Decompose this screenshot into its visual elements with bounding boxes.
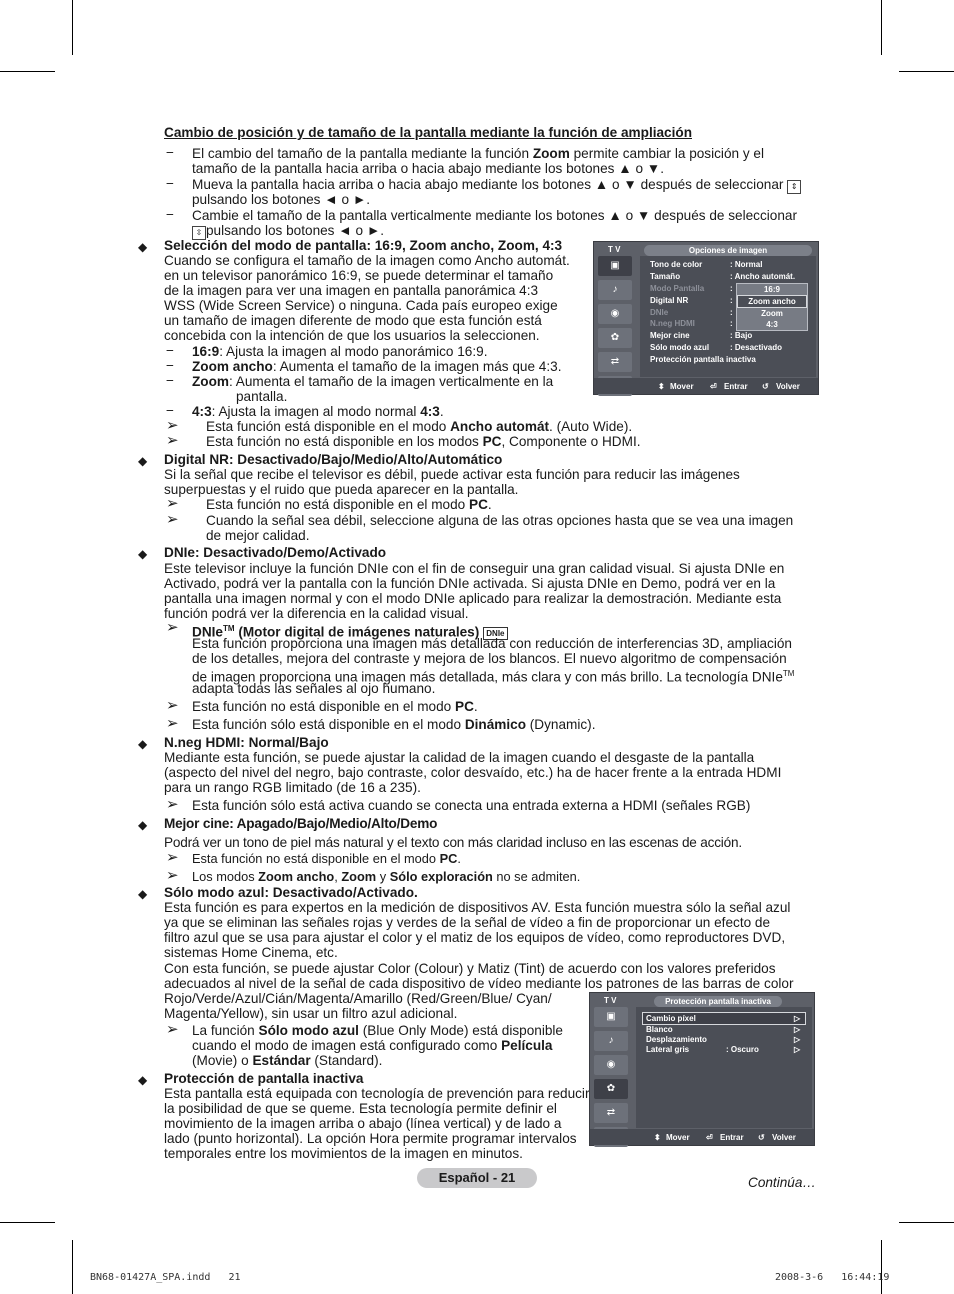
sec6-line: Con esta función, se puede ajustar Color (Colour) y Matiz (Tint) de acuerdo con los valores preferidos	[164, 961, 776, 976]
menu-row[interactable]: N.neg HDMI	[650, 319, 695, 328]
sec7-line: lado (punto horizontal). La opción Hora permite programar intervalos	[164, 1131, 577, 1146]
sec3-sub-head: DNIe™ (Motor digital de imágenes naturales) DNIe	[192, 621, 508, 640]
setup-icon[interactable]: ✿	[598, 328, 632, 348]
sec3-line: función podrá ver la diferencia en la calidad visual.	[164, 606, 469, 621]
sec1-line: en un televisor panorámico 16:9, se puede determinar el tamaño	[164, 268, 554, 283]
menu-row-value: : Ancho automát.	[730, 272, 796, 281]
footer-move: Mover	[670, 382, 694, 391]
crop-mark	[881, 0, 882, 55]
menu-header: Opciones de imagen	[644, 245, 812, 256]
note-arrow-icon: ➢	[166, 849, 179, 866]
popup-option[interactable]: 16:9	[763, 285, 780, 294]
sec1-line: concebida con la intención de que los usuarios la seleccionen.	[164, 328, 540, 343]
picture-icon[interactable]: ▣	[594, 1007, 628, 1027]
menu-row-value: : Oscuro	[726, 1045, 759, 1054]
sec6-line: Esta función es para expertos en la medición de dispositivos AV. Esta función muestra sólo la señal azul	[164, 900, 791, 915]
print-footer-file: BN68-01427A_SPA.indd 21	[90, 1272, 241, 1283]
return-icon: ↺	[758, 1133, 765, 1142]
menu-footer	[594, 378, 818, 394]
setup-icon[interactable]: ✿	[594, 1079, 628, 1099]
return-icon: ↺	[762, 382, 769, 391]
note-arrow-icon: ➢	[166, 511, 179, 528]
note-arrow-icon: ➢	[166, 417, 179, 434]
sound-icon[interactable]: ♪	[594, 1031, 628, 1051]
footer-return: Volver	[772, 1133, 796, 1142]
sec1-line: un tamaño de imagen diferente de modo que esta función está	[164, 313, 542, 328]
sec1-line: de la imagen para ver una imagen en pantalla panorámica 4:3	[164, 283, 539, 298]
tv-menu-screen-burn-protection	[589, 992, 815, 1146]
menu-row-value: :	[730, 319, 733, 328]
dash: −	[166, 373, 174, 388]
sec6-line: ya que se eliminan las señales rojas y verdes de la señal de vídeo a fin de proporcionar un efecto de	[164, 915, 771, 930]
tv-menu-picture-options	[593, 241, 819, 395]
dash: −	[166, 176, 174, 191]
diamond-bullet: ◆	[138, 547, 148, 561]
footer-return: Volver	[776, 382, 800, 391]
menu-row-arrow-icon: ▷	[794, 1014, 801, 1023]
crop-mark	[881, 1240, 882, 1294]
sec1-def: Zoom: Aumenta el tamaño de la imagen verticalmente en la	[192, 374, 554, 389]
sec6-line: adecuados al nivel de la señal de cada dispositivo de vídeo mediante los patrones de las barras de color	[164, 976, 794, 991]
menu-row[interactable]: Tamaño	[650, 272, 681, 281]
sec1-line: WSS (Wide Screen Service) o ninguna. Cada país europeo exige	[164, 298, 558, 313]
sec1-def: 16:9: Ajusta la imagen al modo panorámico 16:9.	[192, 344, 488, 359]
sec6-note: cuando el modo de imagen está configurado como Película	[192, 1038, 553, 1053]
menu-row-value: : Normal	[730, 260, 763, 269]
diamond-bullet: ◆	[138, 1073, 148, 1087]
menu-row-value: :	[730, 308, 733, 317]
sec6-line: filtro azul que se usa para ajustar el color y el matiz de los equipos de vídeo, como reproductores DVD,	[164, 930, 786, 945]
footer-enter: Entrar	[720, 1133, 744, 1142]
sec5-note: Los modos Zoom ancho, Zoom y Sólo exploración no se admiten.	[192, 869, 581, 884]
menu-row[interactable]: Mejor cine	[650, 331, 690, 340]
sec3-sub-line: de imagen proporciona una imagen más detallada, más clara y con más brillo. La tecnología DNIe™	[192, 669, 795, 685]
menu-row[interactable]: Cambio píxel	[646, 1014, 696, 1023]
sec7-head: Protección de pantalla inactiva	[164, 1071, 364, 1086]
note-arrow-icon: ➢	[166, 619, 179, 636]
crop-mark	[899, 1222, 954, 1223]
print-footer-date: 2008-3-6 16:44:19	[775, 1272, 890, 1283]
sec3-sub-line: de los detalles, mejora del contraste y mejora de los blancos. El nuevo algoritmo de compensación	[192, 651, 787, 666]
intro-line: pulsando los botones ◄ o ►.	[192, 192, 371, 207]
input-icon[interactable]: ⇄	[594, 1103, 628, 1123]
dash: −	[166, 358, 174, 373]
sec6-note: La función Sólo modo azul (Blue Only Mode) está disponible	[192, 1023, 563, 1038]
sec4-head: N.neg HDMI: Normal/Bajo	[164, 735, 329, 750]
sec3-sub-line: adapta todas las señales al ojo humano.	[192, 681, 436, 696]
diamond-bullet: ◆	[138, 818, 148, 832]
diamond-bullet: ◆	[138, 240, 148, 254]
screen-mode-popup	[736, 283, 808, 331]
sec6-line: Magenta/Yellow), sin usar un filtro azul adicional.	[164, 1006, 458, 1021]
sec3-head: DNIe: Desactivado/Demo/Activado	[164, 545, 387, 560]
enter-icon: ⏎	[706, 1133, 713, 1142]
note-arrow-icon: ➢	[166, 495, 179, 512]
intro-line: Cambie el tamaño de la pantalla verticalmente mediante los botones ▲ o ▼ después de seleccionar	[192, 208, 797, 223]
intro-line: tamaño de la pantalla hacia arriba o hacia abajo mediante los botones ▲ o ▼.	[192, 161, 665, 176]
sec2-line: superpuestas y el ruido que pueda aparecer en la pantalla.	[164, 482, 519, 497]
tv-label: T V	[608, 245, 621, 254]
channel-icon[interactable]: ◉	[594, 1055, 628, 1075]
sec4-line: Mediante esta función, se puede ajustar la calidad de la imagen cuando el desgaste de la pantalla	[164, 750, 755, 765]
sec6-line: Rojo/Verde/Azul/Cián/Magenta/Amarillo (Red/Green/Blue/ Cyan/	[164, 991, 552, 1006]
sec2-head: Digital NR: Desactivado/Bajo/Medio/Alto/Automático	[164, 452, 503, 467]
footer-enter: Entrar	[724, 382, 748, 391]
note-arrow-icon: ➢	[166, 867, 179, 884]
diamond-bullet: ◆	[138, 887, 148, 901]
sec7-line: temporales entre los movimientos de la imagen en minutos.	[164, 1146, 523, 1161]
sec3-line: pantalla una imagen normal y con el modo DNIe aplicado para realizar la demostración. Mediante esta	[164, 591, 782, 606]
sec2-line: Si la señal que recibe el televisor es débil, puede activar esta función para reducir las imágenes	[164, 467, 740, 482]
intro-line: ⇳ pulsando los botones ◄ o ►.	[192, 223, 384, 240]
sec3-line: Activado, podrá ver la pantalla con la función DNIe activada. Si ajusta DNIe en Demo, podrá ver en la	[164, 576, 776, 591]
dash: −	[166, 343, 174, 358]
sec5-head: Mejor cine: Apagado/Bajo/Medio/Alto/Demo	[164, 816, 438, 831]
move-icon: ⬍	[654, 1133, 661, 1142]
note-arrow-icon: ➢	[166, 432, 179, 449]
crop-mark	[899, 71, 954, 72]
menu-panel	[636, 1007, 812, 1128]
sec2-note: Esta función no está disponible en el modo PC.	[206, 497, 492, 512]
sec5-note: Esta función no está disponible en el modo PC.	[192, 851, 461, 866]
sec1-line: Cuando se configura el tamaño de la imagen como Ancho automát.	[164, 253, 570, 268]
zoom-size-icon: ⇳	[192, 226, 206, 240]
sec6-head: Sólo modo azul: Desactivado/Activado.	[164, 885, 418, 900]
note-arrow-icon: ➢	[166, 715, 179, 732]
dash: −	[166, 403, 174, 418]
intro-line: Mueva la pantalla hacia arriba o hacia abajo mediante los botones ▲ o ▼ después de seleccionar ⇕	[192, 177, 801, 194]
sec1-def: Zoom ancho: Aumenta el tamaño de la imagen más que 4:3.	[192, 359, 562, 374]
footer-move: Mover	[666, 1133, 690, 1142]
sec1-head: Selección del modo de pantalla: 16:9, Zoom ancho, Zoom, 4:3	[164, 238, 563, 253]
menu-row[interactable]: DNIe	[650, 308, 669, 317]
picture-icon[interactable]: ▣	[598, 256, 632, 276]
sec1-note: Esta función no está disponible en los modos PC, Componente o HDMI.	[206, 434, 641, 449]
popup-option[interactable]: 4:3	[766, 320, 778, 329]
move-icon: ⬍	[658, 382, 665, 391]
sec7-line: Esta pantalla está equipada con tecnología de prevención para reducir	[164, 1086, 590, 1101]
section-title: Cambio de posición y de tamaño de la pantalla mediante la función de ampliación	[164, 125, 692, 140]
channel-icon[interactable]: ◉	[598, 304, 632, 324]
diamond-bullet: ◆	[138, 454, 148, 468]
sec3-line: Este televisor incluye la función DNIe con el fin de conseguir una gran calidad visual. Si ajusta DNIe en	[164, 561, 785, 576]
sec7-line: la posibilidad de que se queme. Esta tecnología permite definir el	[164, 1101, 557, 1116]
dnie-logo: DNIe	[483, 627, 507, 640]
menu-row[interactable]: Digital NR	[650, 296, 689, 305]
continue-label: Continúa…	[748, 1175, 817, 1190]
dash: −	[166, 207, 174, 222]
menu-row[interactable]: Modo Pantalla	[650, 284, 705, 293]
menu-row[interactable]: Lateral gris	[646, 1045, 690, 1054]
sec3-note: Esta función no está disponible en el modo PC.	[192, 699, 478, 714]
sec4-line: (aspecto del nivel del negro, bajo contraste, color desvaído, etc.) ha de hacer frente a la entrada HDMI	[164, 765, 782, 780]
popup-option-selected[interactable]: Zoom ancho	[737, 295, 807, 308]
note-arrow-icon: ➢	[166, 1021, 179, 1038]
diamond-bullet: ◆	[138, 737, 148, 751]
menu-row-value: :	[730, 296, 733, 305]
sec1-def: pantalla.	[236, 389, 288, 404]
menu-footer	[590, 1129, 814, 1145]
note-arrow-icon: ➢	[166, 697, 179, 714]
crop-mark	[0, 71, 55, 72]
intro-line: El cambio del tamaño de la pantalla mediante la función Zoom permite cambiar la posición y el	[192, 146, 764, 161]
crop-mark	[72, 1240, 73, 1294]
menu-header: Protección pantalla inactiva	[654, 996, 782, 1007]
dash: −	[166, 145, 174, 160]
menu-row[interactable]: Blanco	[646, 1025, 673, 1034]
page-number-badge: Español - 21	[417, 1168, 537, 1188]
sec4-note: Esta función sólo está activa cuando se conecta una entrada externa a HDMI (señales RGB)	[192, 798, 751, 813]
menu-row-arrow-icon: ▷	[794, 1025, 801, 1034]
menu-row[interactable]: Protección pantalla inactiva	[650, 355, 756, 364]
popup-option[interactable]: Zoom	[761, 309, 783, 318]
menu-row-value: : Bajo	[730, 331, 753, 340]
menu-row-value: :	[730, 284, 733, 293]
enter-icon: ⏎	[710, 382, 717, 391]
zoom-move-icon: ⇕	[787, 180, 801, 194]
sec3-sub-line: Esta función proporciona una imagen más detallada con reducción de interferencias 3D, ampliación	[192, 636, 792, 651]
crop-mark	[72, 0, 73, 55]
menu-row-arrow-icon: ▷	[794, 1045, 801, 1054]
sec3-note: Esta función sólo está disponible en el modo Dinámico (Dynamic).	[192, 717, 596, 732]
tv-label: T V	[604, 996, 617, 1005]
input-icon[interactable]: ⇄	[598, 352, 632, 372]
note-arrow-icon: ➢	[166, 796, 179, 813]
menu-row[interactable]: Tono de color	[650, 260, 703, 269]
sec1-def: 4:3: Ajusta la imagen al modo normal 4:3.	[192, 404, 444, 419]
sec2-note: Cuando la señal sea débil, seleccione alguna de las otras opciones hasta que se vea una imagen	[206, 513, 794, 528]
crop-mark	[0, 1222, 55, 1223]
menu-row-value: : Desactivado	[730, 343, 783, 352]
menu-row[interactable]: Sólo modo azul	[650, 343, 710, 352]
sec6-note: (Movie) o Estándar (Standard).	[192, 1053, 383, 1068]
sec2-note: de mejor calidad.	[206, 528, 310, 543]
sec6-line: sistemas Home Cinema, etc.	[164, 945, 338, 960]
sound-icon[interactable]: ♪	[598, 280, 632, 300]
sec4-line: para un rango RGB limitado (de 16 a 235).	[164, 780, 421, 795]
menu-row[interactable]: Desplazamiento	[646, 1035, 707, 1044]
sec5-line: Podrá ver un tono de piel más natural y el texto con más claridad incluso en las escenas de acción.	[164, 835, 742, 850]
menu-row-arrow-icon: ▷	[794, 1035, 801, 1044]
sec1-note: Esta función está disponible en el modo Ancho automát. (Auto Wide).	[206, 419, 633, 434]
sec7-line: movimiento de la imagen arriba o abajo (línea vertical) y de lado a	[164, 1116, 562, 1131]
